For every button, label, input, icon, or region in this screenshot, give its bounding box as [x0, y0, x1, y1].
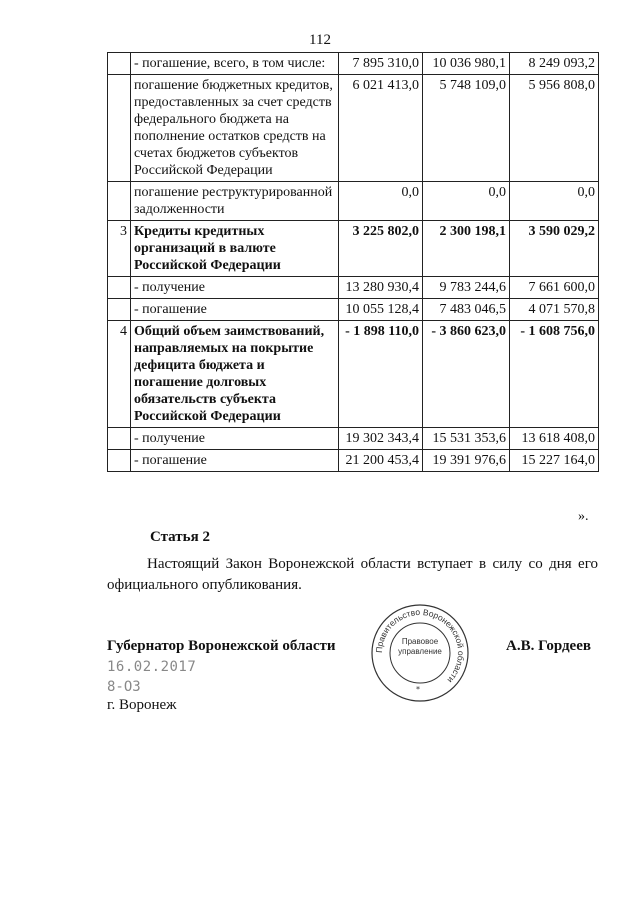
table-row	[108, 450, 599, 472]
row-index	[108, 182, 131, 221]
value-cell: 19 302 343,4	[339, 428, 423, 450]
table-row	[108, 221, 599, 277]
value-cell: 15 227 164,0	[510, 450, 599, 472]
value-cell: - 1 898 110,0	[339, 321, 423, 428]
row-label: - получение	[131, 428, 339, 450]
value-cell: 6 021 413,0	[339, 75, 423, 182]
row-index	[108, 299, 131, 321]
governor-name: А.В. Гордеев	[506, 638, 591, 654]
seal-line: управление	[398, 647, 442, 656]
value-cell: 13 618 408,0	[510, 428, 599, 450]
value-cell: 7 483 046,5	[423, 299, 510, 321]
seal-center-text	[392, 637, 448, 657]
seal-star: *	[416, 685, 420, 694]
law-number: 8-ОЗ	[107, 679, 141, 695]
table-row	[108, 299, 599, 321]
page-number: 112	[309, 32, 331, 48]
row-label: Кредиты кредитных организаций в валюте Российской Федерации	[131, 221, 339, 277]
row-label: - погашение	[131, 450, 339, 472]
row-label: - погашение, всего, в том числе:	[131, 53, 339, 75]
row-index	[108, 75, 131, 182]
row-label: погашение реструктурированной задолженности	[131, 182, 339, 221]
row-index	[108, 428, 131, 450]
value-cell: 10 055 128,4	[339, 299, 423, 321]
seal-line: Правовое	[401, 637, 439, 646]
value-cell: 21 200 453,4	[339, 450, 423, 472]
signing-date: 16.02.2017	[107, 659, 197, 675]
value-cell: 7 661 600,0	[510, 277, 599, 299]
value-cell: - 3 860 623,0	[423, 321, 510, 428]
governor-title: Губернатор Воронежской области	[107, 638, 336, 654]
table-row	[108, 277, 599, 299]
row-label: - погашение	[131, 299, 339, 321]
value-cell: 2 300 198,1	[423, 221, 510, 277]
article-title: Статья 2	[150, 529, 210, 545]
official-seal	[370, 603, 470, 703]
value-cell: 19 391 976,6	[423, 450, 510, 472]
table-row	[108, 75, 599, 182]
row-index	[108, 53, 131, 75]
table-row	[108, 182, 599, 221]
value-cell: 9 783 244,6	[423, 277, 510, 299]
value-cell: 15 531 353,6	[423, 428, 510, 450]
value-cell: 13 280 930,4	[339, 277, 423, 299]
value-cell: 7 895 310,0	[339, 53, 423, 75]
table-row	[108, 428, 599, 450]
value-cell: 0,0	[339, 182, 423, 221]
row-label: погашение бюджетных кредитов, предоставленных за счет средств федерального бюджета на пополнение остатков средств на счетах бюджетов субъектов Российской Федерации	[131, 75, 339, 182]
value-cell: 5 748 109,0	[423, 75, 510, 182]
row-index: 3	[108, 221, 131, 277]
value-cell: 0,0	[510, 182, 599, 221]
value-cell: 8 249 093,2	[510, 53, 599, 75]
value-cell: - 1 608 756,0	[510, 321, 599, 428]
value-cell: 3 590 029,2	[510, 221, 599, 277]
row-label: - получение	[131, 277, 339, 299]
table-row	[108, 53, 599, 75]
seal-ring-text: Правительство Воронежской области	[373, 606, 467, 686]
row-index	[108, 450, 131, 472]
row-index: 4	[108, 321, 131, 428]
signing-city: г. Воронеж	[107, 697, 177, 713]
value-cell: 3 225 802,0	[339, 221, 423, 277]
borrowing-table	[107, 52, 599, 472]
row-index	[108, 277, 131, 299]
article-text: Настоящий Закон Воронежской области вступает в силу со дня его официального опубликования.	[107, 556, 598, 593]
row-label: Общий объем заимствований, направляемых на покрытие дефицита бюджета и погашение долговых обязательств субъекта Российской Федерации	[131, 321, 339, 428]
value-cell: 10 036 980,1	[423, 53, 510, 75]
value-cell: 5 956 808,0	[510, 75, 599, 182]
value-cell: 4 071 570,8	[510, 299, 599, 321]
closing-quote: ».	[578, 509, 589, 524]
table-row	[108, 321, 599, 428]
value-cell: 0,0	[423, 182, 510, 221]
